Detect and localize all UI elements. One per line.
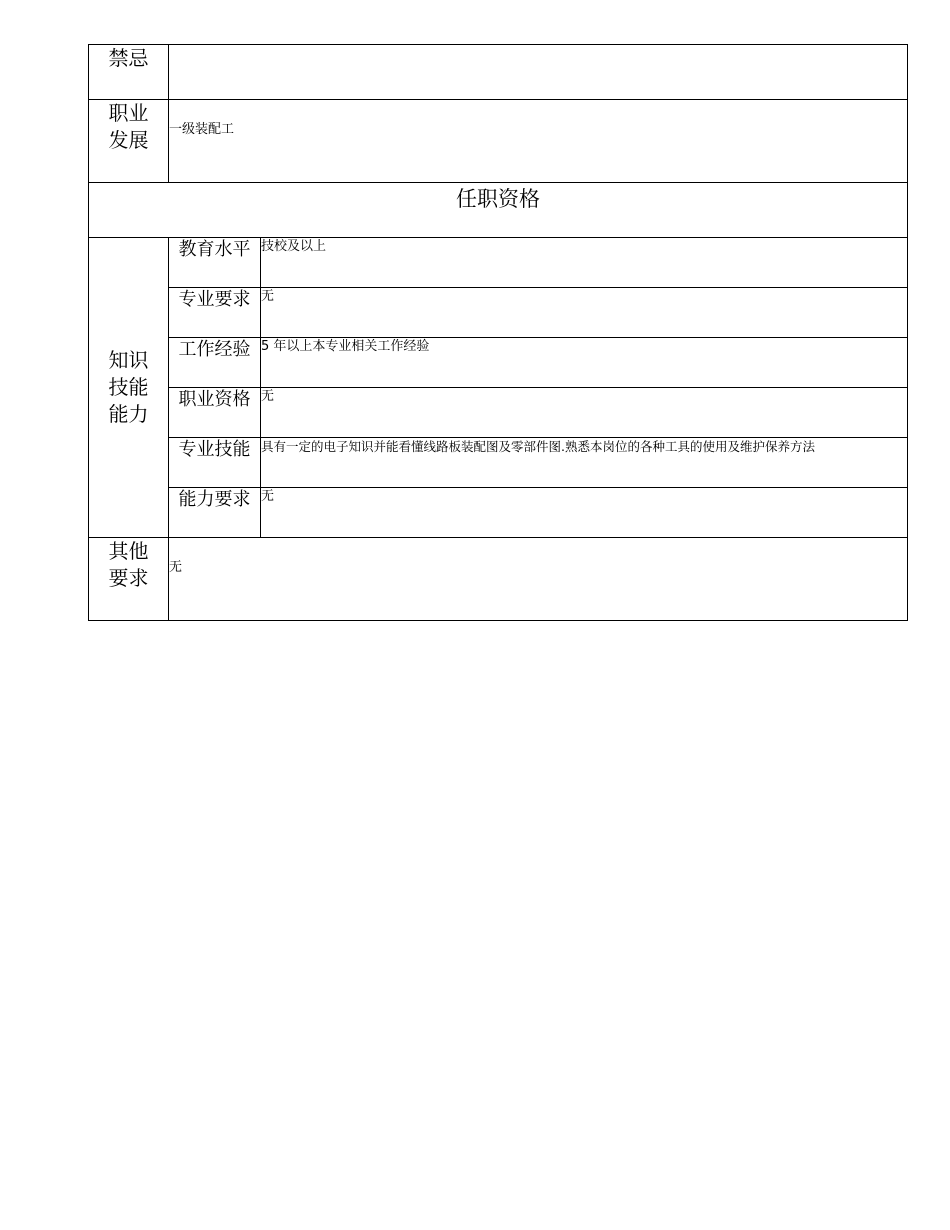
professional-qualification-label: 职业资格 xyxy=(169,388,261,438)
skills-group-label xyxy=(89,238,169,538)
taboo-label xyxy=(89,45,169,100)
qualifications-header-row xyxy=(89,183,908,238)
other-requirements-row xyxy=(89,538,908,621)
career-label xyxy=(89,100,169,183)
job-description-table xyxy=(88,44,908,621)
qualifications-title: 任职资格 xyxy=(89,183,908,238)
career-value: 一级装配工 xyxy=(169,100,908,183)
skills-group-label-line1: 知识 xyxy=(108,348,149,372)
table-row xyxy=(89,488,908,538)
education-label: 教育水平 xyxy=(169,238,261,288)
skills-group-label-line3: 能力 xyxy=(108,402,149,426)
professional-skills-value: 具有一定的电子知识并能看懂线路板装配图及零部件图.熟悉本岗位的各种工具的使用及维护保养方法 xyxy=(261,438,908,488)
table-row xyxy=(89,238,908,288)
career-row xyxy=(89,100,908,183)
ability-requirement-value: 无 xyxy=(261,488,908,538)
table-row xyxy=(89,338,908,388)
taboo-value xyxy=(169,45,908,100)
table-row xyxy=(89,288,908,338)
major-requirement-value: 无 xyxy=(261,288,908,338)
table-row xyxy=(89,388,908,438)
professional-skills-label: 专业技能 xyxy=(169,438,261,488)
other-label-line1: 其他 xyxy=(108,539,149,563)
professional-qualification-value: 无 xyxy=(261,388,908,438)
work-experience-value: 5 年以上本专业相关工作经验 xyxy=(261,338,908,388)
other-label-line2: 要求 xyxy=(108,566,149,590)
table-row xyxy=(89,438,908,488)
skills-group-label-line2: 技能 xyxy=(108,375,149,399)
taboo-row xyxy=(89,45,908,100)
taboo-label-text: 禁忌 xyxy=(108,46,149,70)
career-label-line2: 发展 xyxy=(108,128,149,152)
education-value: 技校及以上 xyxy=(261,238,908,288)
career-label-line1: 职业 xyxy=(108,101,149,125)
major-requirement-label: 专业要求 xyxy=(169,288,261,338)
work-experience-label: 工作经验 xyxy=(169,338,261,388)
other-requirements-value: 无 xyxy=(169,538,908,621)
ability-requirement-label: 能力要求 xyxy=(169,488,261,538)
other-requirements-label xyxy=(89,538,169,621)
